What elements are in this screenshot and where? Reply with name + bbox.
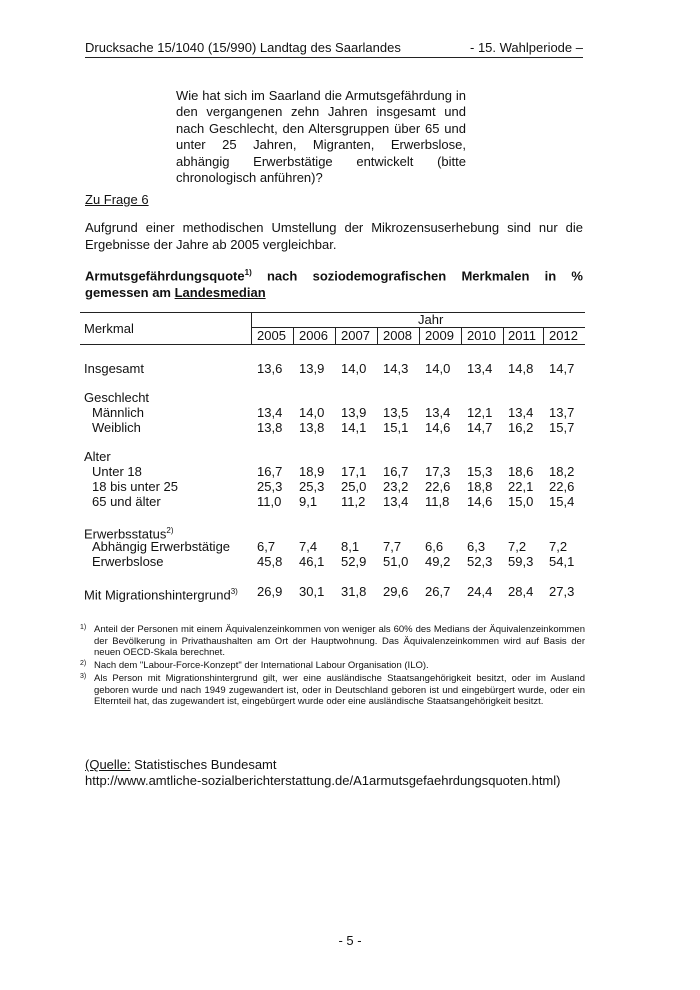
- footnote-3-mark: 3): [80, 672, 87, 680]
- cell-abhaengig-2009: 6,6: [425, 539, 444, 554]
- cell-unter-18-2010: 15,3: [467, 464, 493, 479]
- migration-label-text: Mit Migrationshintergrund: [84, 587, 231, 603]
- header-document-reference: Drucksache 15/1040 (15/990) Landtag des Saarlandes: [85, 40, 401, 55]
- cell-migration-2008: 29,6: [383, 584, 409, 599]
- cell-65-2011: 15,0: [508, 494, 534, 509]
- question-text: Wie hat sich im Saarland die Armutsgefährdung in den vergangenen zehn Jahren insgesamt und nach Geschlecht, den Altersgruppen über 65 und unter 25 Jahren, Migranten, Erwerbslose, abhängig Erwerbstätige entwickelt (bitte chronologisch anführen)?: [176, 88, 466, 186]
- table-title-underlined: Landesmedian: [174, 285, 266, 301]
- cell-weiblich-2012: 15,7: [549, 420, 575, 435]
- cell-maennlich-2006: 14,0: [299, 405, 325, 420]
- cell-weiblich-2007: 14,1: [341, 420, 367, 435]
- cell-insgesamt-2009: 14,0: [425, 361, 451, 376]
- cell-maennlich-2012: 13,7: [549, 405, 575, 420]
- cell-insgesamt-2005: 13,6: [257, 361, 283, 376]
- cell-unter-18-2011: 18,6: [508, 464, 534, 479]
- source-citation: [85, 757, 605, 789]
- cell-migration-2006: 30,1: [299, 584, 325, 599]
- year-2011: 2011: [508, 328, 536, 343]
- footnote-2: [80, 660, 585, 672]
- header-legislative-period: - 15. Wahlperiode –: [470, 40, 583, 55]
- cell-migration-2005: 26,9: [257, 584, 283, 599]
- footnote-2-mark: 2): [80, 660, 87, 668]
- cell-migration-2009: 26,7: [425, 584, 451, 599]
- cell-maennlich-2007: 13,9: [341, 405, 367, 420]
- table-title-footnote-mark: 1): [244, 268, 252, 277]
- cell-maennlich-2009: 13,4: [425, 405, 451, 420]
- year-2006: 2006: [299, 328, 328, 343]
- cell-erwerbslose-2007: 52,9: [341, 554, 367, 569]
- footnote-2-text: Nach dem "Labour-Force-Konzept" der International Labour Organisation (ILO).: [94, 660, 429, 672]
- footnote-1-text: Anteil der Personen mit einem Äquivalenzeinkommen von weniger als 60% des Medians der Äquivalenzeinkommen der Bevölkerung in Privathaushalten am Ort der Hauptwohnung. Das Äquivalenzeinkommen wird auf Basis der neuen OECD-Skala berechnet.: [94, 624, 585, 659]
- migration-footnote-mark: 3): [230, 587, 238, 596]
- answer-heading: Zu Frage 6: [85, 192, 149, 207]
- cell-migration-2010: 24,4: [467, 584, 493, 599]
- section-erwerbsstatus-label: Erwerbsstatus: [84, 526, 167, 542]
- poverty-rate-table: [80, 312, 585, 612]
- year-2009: 2009: [425, 328, 454, 343]
- cell-65-2006: 9,1: [299, 494, 318, 509]
- year-2012: 2012: [549, 328, 578, 343]
- year-2005: 2005: [257, 328, 286, 343]
- cell-weiblich-2011: 16,2: [508, 420, 534, 435]
- row-label-65-und-aelter: 65 und älter: [92, 494, 161, 509]
- header-jahr: Jahr: [418, 312, 444, 327]
- cell-insgesamt-2006: 13,9: [299, 361, 325, 376]
- footnote-1: [80, 624, 585, 659]
- cell-insgesamt-2010: 13,4: [467, 361, 493, 376]
- section-alter: Alter: [84, 449, 111, 464]
- table-title-text: Armutsgefährdungsquote: [85, 268, 245, 284]
- cell-18-25-2005: 25,3: [257, 479, 283, 494]
- page-number: - 5 -: [338, 933, 362, 948]
- cell-unter-18-2005: 16,7: [257, 464, 283, 479]
- source-label: (Quelle:: [85, 757, 131, 772]
- year-2007: 2007: [341, 328, 370, 343]
- cell-18-25-2010: 18,8: [467, 479, 493, 494]
- cell-unter-18-2009: 17,3: [425, 464, 451, 479]
- erwerbsstatus-footnote-mark: 2): [166, 526, 174, 535]
- cell-insgesamt-2012: 14,7: [549, 361, 575, 376]
- cell-unter-18-2006: 18,9: [299, 464, 325, 479]
- cell-unter-18-2012: 18,2: [549, 464, 575, 479]
- page-header: [85, 40, 583, 58]
- cell-insgesamt-2008: 14,3: [383, 361, 409, 376]
- cell-65-2005: 11,0: [257, 494, 282, 509]
- cell-weiblich-2009: 14,6: [425, 420, 451, 435]
- cell-erwerbslose-2011: 59,3: [508, 554, 534, 569]
- footnotes: [80, 624, 585, 709]
- cell-65-2007: 11,2: [341, 494, 366, 509]
- year-2008: 2008: [383, 328, 412, 343]
- cell-migration-2011: 28,4: [508, 584, 534, 599]
- row-label-maennlich: Männlich: [92, 405, 145, 420]
- cell-18-25-2009: 22,6: [425, 479, 451, 494]
- cell-abhaengig-2012: 7,2: [549, 539, 568, 554]
- intro-paragraph: Aufgrund einer methodischen Umstellung der Mikrozensuserhebung sind nur die Ergebnisse der Jahre ab 2005 vergleichbar.: [85, 220, 583, 252]
- cell-18-25-2006: 25,3: [299, 479, 325, 494]
- footnote-1-mark: 1): [80, 624, 87, 631]
- cell-erwerbslose-2006: 46,1: [299, 554, 325, 569]
- source-url[interactable]: http://www.amtliche-sozialberichterstattung.de/A1armutsgefaehrdungsquoten.html): [85, 773, 561, 788]
- cell-weiblich-2008: 15,1: [383, 420, 409, 435]
- row-label-unter-18: Unter 18: [92, 464, 142, 479]
- cell-abhaengig-2011: 7,2: [508, 539, 527, 554]
- cell-maennlich-2005: 13,4: [257, 405, 283, 420]
- cell-weiblich-2005: 13,8: [257, 420, 283, 435]
- source-name: Statistisches Bundesamt: [130, 757, 277, 772]
- footnote-3: [80, 673, 585, 708]
- cell-migration-2007: 31,8: [341, 584, 367, 599]
- cell-65-2012: 15,4: [549, 494, 575, 509]
- cell-insgesamt-2011: 14,8: [508, 361, 534, 376]
- cell-erwerbslose-2012: 54,1: [549, 554, 575, 569]
- cell-erwerbslose-2005: 45,8: [257, 554, 283, 569]
- cell-insgesamt-2007: 14,0: [341, 361, 367, 376]
- cell-65-2010: 14,6: [467, 494, 493, 509]
- cell-abhaengig-2007: 8,1: [341, 539, 360, 554]
- row-label-insgesamt: Insgesamt: [84, 361, 144, 376]
- cell-unter-18-2008: 16,7: [383, 464, 409, 479]
- cell-abhaengig-2008: 7,7: [383, 539, 402, 554]
- row-label-abhaengig-erwerbstaetige: Abhängig Erwerbstätige: [92, 539, 231, 554]
- row-label-weiblich: Weiblich: [92, 420, 141, 435]
- row-label-migrationshintergrund: [84, 584, 238, 602]
- cell-18-25-2012: 22,6: [549, 479, 575, 494]
- cell-migration-2012: 27,3: [549, 584, 575, 599]
- cell-erwerbslose-2010: 52,3: [467, 554, 493, 569]
- row-label-18-bis-unter-25: 18 bis unter 25: [92, 479, 179, 494]
- cell-18-25-2008: 23,2: [383, 479, 409, 494]
- cell-weiblich-2006: 13,8: [299, 420, 325, 435]
- cell-maennlich-2008: 13,5: [383, 405, 409, 420]
- cell-65-2008: 13,4: [383, 494, 409, 509]
- cell-erwerbslose-2008: 51,0: [383, 554, 409, 569]
- year-2010: 2010: [467, 328, 496, 343]
- cell-18-25-2011: 22,1: [508, 479, 534, 494]
- header-merkmal: Merkmal: [84, 321, 134, 336]
- row-label-erwerbslose: Erwerbslose: [92, 554, 164, 569]
- cell-abhaengig-2010: 6,3: [467, 539, 486, 554]
- cell-abhaengig-2005: 6,7: [257, 539, 276, 554]
- cell-maennlich-2010: 12,1: [467, 405, 493, 420]
- footnote-3-text: Als Person mit Migrationshintergrund gilt, wer eine ausländische Staatsangehörigkeit besitzt, oder im Ausland geboren wurde und nach 1949 zugewandert ist, oder in Deutschland geboren ist und eingebürgert wurde, oder ein Elternteil hat, das zugewandert ist, eingebürgert wurde oder eine ausländische Staatsangehörigkeit besitzt.: [94, 672, 585, 708]
- cell-unter-18-2007: 17,1: [341, 464, 367, 479]
- section-geschlecht: Geschlecht: [84, 390, 150, 405]
- cell-erwerbslose-2009: 49,2: [425, 554, 451, 569]
- cell-weiblich-2010: 14,7: [467, 420, 493, 435]
- cell-abhaengig-2006: 7,4: [299, 539, 318, 554]
- cell-65-2009: 11,8: [425, 494, 450, 509]
- cell-maennlich-2011: 13,4: [508, 405, 534, 420]
- cell-18-25-2007: 25,0: [341, 479, 367, 494]
- table-title-text-2: nach soziodemografischen Merkmalen in % gemessen am: [85, 268, 583, 301]
- table-title: [85, 264, 583, 301]
